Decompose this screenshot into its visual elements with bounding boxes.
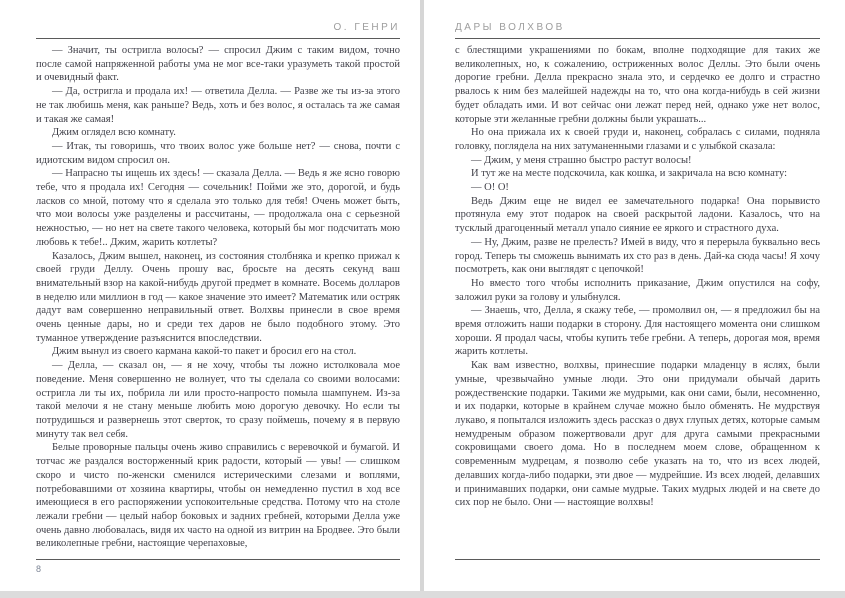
- paragraph: — Напрасно ты ищешь их здесь! — сказала Делла. — Ведь я же ясно говорю тебе, что я продала их! Сегодня — сочельник! Пойми же это, дорогой, и будь ласков со мной, потому что я сделала это только для тебя! Очень может быть, что мои волосы уже разделены и рассчитаны, — продолжала она с серьезной нежностью, — но нет на свете такого человека, который бы мог подсчитать мою любовь к тебе!.. Джим, жарить котлеты?: [36, 168, 400, 248]
- page-right-body-text: [455, 44, 820, 556]
- paragraph: Белые проворные пальцы очень живо справились с веревочкой и бумагой. И тотчас же раздался восторженный крик радости, который — увы! — слишком скоро и чисто по-женски сменился истерическими слезами и воплями, потребовавшими от хозяина квартиры, чтобы он немедленно пустил в ход все имеющиеся в его распоряжении успокоительные средства. Потому что на столе лежали гребни — целый набор боковых и задних гребней, которыми Делла уже очень давно любовалась, видя их часто на одной из витрин на Бродвее. Это были великолепные гребни, настоящие черепаховые,: [36, 442, 400, 550]
- paragraph: — Знаешь, что, Делла, я скажу тебе, — промолвил он, — я предложил бы на время отложить наши подарки в сторону. Для настоящего момента они слишком хороши. Я продал часы, чтобы купить тебе гребни. А теперь, дорогая моя, время жарить котлеты.: [455, 305, 820, 358]
- paragraph: — Делла, — сказал он, — я не хочу, чтобы ты ложно истолковала мое поведение. Меня совершенно не волнует, что ты сделала со своими волосами: остригла ли ты их, побрила ли или просто-напросто помыла шампунем. Из-за такой мелочи я не стану меньше любить мою дорогую девочку. Но если ты потрудишься и развернешь этот сверток, то сразу поймешь, почему я в первую минуту так вел себя.: [36, 360, 400, 440]
- page-right: [424, 0, 845, 591]
- running-head-story-title: ДАРЫ ВОЛХВОВ: [455, 22, 820, 39]
- paragraph: — Да, остригла и продала их! — ответила Делла. — Разве же ты из-за этого не так любишь меня, как раньше? Ведь, хоть и без волос, я осталась та же самая и такая же самая!: [36, 86, 400, 125]
- page-left-footer-rule: [36, 559, 400, 574]
- running-head-author: О. ГЕНРИ: [36, 22, 400, 39]
- paragraph: — Итак, ты говоришь, что твоих волос уже больше нет? — снова, почти с идиотским видом спросил он.: [36, 140, 400, 166]
- paragraph: — Ну, Джим, разве не прелесть? Имей в виду, что я перерыла буквально весь город. Теперь ты сможешь вынимать их сто раз в день. Дай-ка сюда часы! Я хочу посмотреть, как они выглядят с цепочкой!: [455, 236, 820, 276]
- paragraph: Но она прижала их к своей груди и, наконец, собралась с силами, подняла головку, поглядела на них затуманенными глазами и с улыбкой сказала:: [455, 127, 820, 152]
- paragraph: Джим вынул из своего кармана какой-то пакет и бросил его на стол.: [52, 346, 357, 358]
- page-left-content: [36, 0, 400, 591]
- paragraph: Казалось, Джим вышел, наконец, из состояния столбняка и крепко прижал к своей груди Деллу. Очень прошу вас, бросьте на десять секунд ваш внимательный взор на какой-нибудь другой предмет в комнате. Восемь долларов в неделю или миллион в год — какое значение это имеет? Математик или остряк дадут вам совершенно неправильный ответ. Волхвы принесли в свое время очень ценные дары, но и среди тех даров не было подобного этому. Это туманное утверждение разъяснится впоследствии.: [36, 250, 400, 344]
- paragraph: — Значит, ты остригла волосы? — спросил Джим с таким видом, точно после самой напряженной работы ума не мог все-таки уразуметь такой простой и очевидный факт.: [36, 45, 400, 84]
- page-number: 8: [36, 564, 42, 574]
- paragraph: Ведь Джим еще не видел ее замечательного подарка! Она порывисто протянула ему этот подарок на своей раскрытой ладони. Казалось, что на тусклый драгоценный металл упало сияние ее яркого и страстного духа.: [455, 195, 820, 235]
- paragraph: Джим оглядел всю комнату.: [52, 127, 176, 139]
- page-left-body-text: [36, 44, 400, 556]
- page-left: [0, 0, 420, 591]
- page-right-content: [455, 0, 820, 591]
- paragraph: — О! О!: [471, 182, 509, 194]
- page-right-footer-rule: [455, 559, 820, 560]
- viewer-bottom-edge: [0, 591, 845, 598]
- paragraph: И тут же на месте подскочила, как кошка, и закричала на всю комнату:: [471, 168, 788, 180]
- paragraph: Как вам известно, волхвы, принесшие подарки младенцу в яслях, были умные, чрезвычайно умные люди. Это они придумали обычай дарить рождественские подарки. Такими же мудрыми, как они сами, были, несомненно, и их подарки, которые в крайнем случае можно было обменять. Не мудрствуя лукаво, я попытался изложить здесь рассказ о двух глупых детях, которые самым немудреным образом пожертвовали друг для друга самыми прекрасными сокровищами своего дома. Но в последнем моем слове, обращенном к современным мудрецам, я позволю себе указать на то, что из всех людей, делавших когда-либо подарки, эти двое — мудрейшие. Из всех людей, делавших и принимавших подарки, они самые мудрые. Таких мудрых людей и на свете до сих пор не было. Они — настоящие волхвы!: [455, 360, 820, 509]
- paragraph: — Джим, у меня страшно быстро растут волосы!: [471, 154, 692, 166]
- paragraph: с блестящими украшениями по бокам, вполне подходящие для таких же великолепных, но, к сожалению, остриженных волос Деллы. Это были очень дорогие гребни. Делла прекрасно знала это, и сердечко ее долго и страстно рвалось к ним без малейшей надежды на то, что она когда-нибудь в сей жизни будет обладать ими. И вот сейчас они лежат перед ней, однако уже нет волос, которые эти желанные гребни должны были украшать...: [455, 45, 820, 125]
- paragraph: Но вместо того чтобы исполнить приказание, Джим опустился на софу, заложил руки за голову и улыбнулся.: [455, 277, 820, 303]
